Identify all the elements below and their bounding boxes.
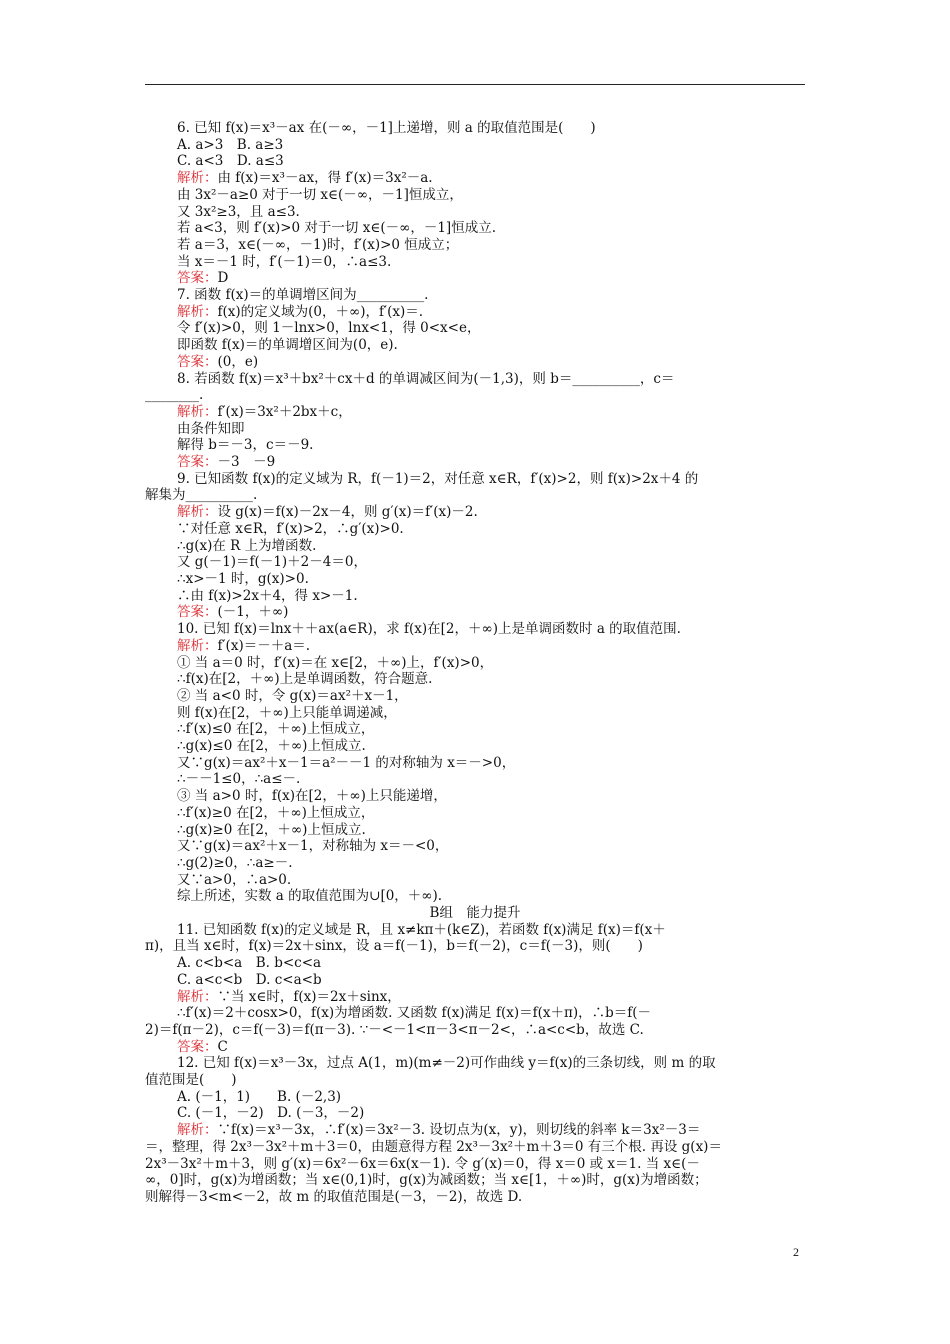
text-line — [145, 487, 805, 504]
text-line — [145, 404, 805, 421]
line-text: f(x)的定义域为(0，＋∞)，f′(x)＝. — [217, 303, 424, 320]
line-text: 解得 b＝－3，c＝－9. — [177, 437, 314, 454]
line-text: ∴g(x)≥0 在[2，＋∞)上恒成立. — [177, 821, 366, 838]
text-line — [145, 204, 805, 221]
text-line — [145, 1189, 805, 1206]
line-text: 又 3x²≥3，且 a≤3. — [177, 203, 300, 220]
page-number: 2 — [793, 1245, 799, 1259]
line-text: 当 x＝－1 时，f′(－1)＝0，∴a≤3. — [177, 253, 392, 270]
text-line — [145, 805, 805, 822]
line-text: D — [217, 270, 229, 287]
line-text: ∴f′(x)＝2＋cosx>0，f(x)为增函数. 又函数 f(x)满足 f(x)＝f(x＋π)，∴b＝f(－ — [177, 1005, 652, 1022]
text-line — [145, 771, 805, 788]
line-text: C. (－1，－2) D. (－3，－2) — [177, 1105, 365, 1122]
text-line — [145, 454, 805, 471]
text-line — [145, 855, 805, 872]
line-text: A. (－1，1) B. (－2,3) — [177, 1088, 342, 1105]
text-line — [145, 387, 805, 404]
text-line — [145, 137, 805, 154]
line-text: ∴x>－1 时，g(x)>0. — [177, 570, 309, 587]
line-text: ② 当 a<0 时，令 g(x)＝ax²＋x－1， — [177, 687, 408, 704]
line-text: ∴－－1≤0，∴a≤－. — [177, 771, 301, 788]
line-text: 2x³－3x²＋m＋3，则 g′(x)＝6x²－6x＝6x(x－1). 令 g′(x)＝0，得 x＝0 或 x＝1. 当 x∈(－ — [145, 1155, 700, 1172]
line-text: 又 g(－1)＝f(－1)＋2－4＝0， — [177, 554, 367, 571]
line-text: C. a<c<b D. c<a<b — [177, 971, 322, 988]
text-line — [145, 721, 805, 738]
line-text: ∴f(x)在[2，＋∞)上是单调函数，符合题意. — [177, 671, 433, 688]
text-line — [145, 354, 805, 371]
line-text: ∴f′(x)≥0 在[2，＋∞)上恒成立， — [177, 804, 375, 821]
text-line — [145, 838, 805, 855]
line-text: 2)＝f(π－2)，c＝f(－3)＝f(π－3). ∵－<－1<π－3<π－2<，∴a<c<b，故选 C. — [145, 1021, 644, 1038]
line-text: B组 能力提升 — [429, 905, 521, 922]
line-text: 即函数 f(x)＝的单调增区间为(0，e). — [177, 337, 398, 354]
answer-label: 答案： — [177, 1038, 218, 1055]
line-text: 令 f′(x)>0，则 1－lnx>0，lnx<1，得 0<x<e， — [177, 320, 481, 337]
line-text: ________. — [145, 387, 204, 404]
text-line — [145, 337, 805, 354]
line-text: 11. 已知函数 f(x)的定义域是 R，且 x≠kπ＋(k∈Z)，若函数 f(x)满足 f(x)＝f(x＋ — [177, 921, 666, 938]
text-line — [145, 187, 805, 204]
header-rule — [145, 84, 805, 85]
text-line — [145, 471, 805, 488]
answer-label: 解析： — [177, 637, 218, 654]
text-line — [145, 755, 805, 772]
answer-label: 解析： — [177, 303, 218, 320]
text-line — [145, 220, 805, 237]
line-text: 由条件知即 — [177, 420, 245, 437]
line-text: 6. 已知 f(x)＝x³－ax 在(－∞，－1]上递增，则 a 的取值范围是( ) — [177, 120, 596, 136]
text-line — [145, 320, 805, 337]
line-text: ∞，0]时，g(x)为增函数；当 x∈(0,1)时，g(x)为减函数；当 x∈[1，＋∞)时，g(x)为增函数； — [145, 1172, 708, 1189]
line-text: ∵对任意 x∈R，f′(x)>2，∴g′(x)>0. — [177, 520, 404, 537]
text-line — [145, 504, 805, 521]
line-text: 若 a＝3，x∈(－∞，－1)时，f′(x)>0 恒成立； — [177, 236, 459, 253]
text-line — [145, 170, 805, 187]
answer-label: 答案： — [177, 454, 218, 471]
line-text: 由 f(x)＝x³－ax，得 f′(x)＝3x²－a. — [217, 170, 433, 187]
text-line — [145, 872, 805, 889]
line-text: (0，e) — [217, 353, 259, 370]
text-line — [145, 638, 805, 655]
line-text: C. a<3 D. a≤3 — [177, 153, 284, 170]
text-line — [145, 955, 805, 972]
line-text: ∵当 x∈时，f(x)＝2x＋sinx， — [217, 988, 401, 1005]
text-line — [145, 822, 805, 839]
text-line — [145, 1039, 805, 1056]
line-text: 又∵a>0，∴a>0. — [177, 871, 292, 888]
text-line — [145, 1055, 805, 1072]
line-text: 则解得－3<m<－2，故 m 的取值范围是(－3，－2)，故选 D. — [145, 1189, 523, 1205]
answer-label: 答案： — [177, 270, 218, 287]
line-text: 设 g(x)＝f(x)－2x－4，则 g′(x)＝f′(x)－2. — [217, 504, 478, 521]
line-text: A. a>3 B. a≥3 — [177, 136, 284, 153]
text-line — [145, 588, 805, 605]
line-text: ① 当 a＝0 时，f′(x)＝在 x∈[2，＋∞)上，f′(x)>0， — [177, 654, 494, 671]
line-text: 又∵g(x)＝ax²＋x－1，对称轴为 x＝－<0， — [177, 838, 449, 855]
text-line — [145, 1139, 805, 1156]
text-line — [145, 304, 805, 321]
text-line — [145, 905, 805, 922]
answer-label: 解析： — [177, 403, 218, 420]
text-line — [145, 237, 805, 254]
text-line — [145, 604, 805, 621]
text-line — [145, 621, 805, 638]
text-line — [145, 421, 805, 438]
text-line — [145, 270, 805, 287]
line-text: A. c<b<a B. b<c<a — [177, 955, 322, 972]
text-line — [145, 521, 805, 538]
text-line — [145, 688, 805, 705]
line-text: f′(x)＝3x²＋2bx＋c， — [217, 403, 352, 420]
line-text: 由 3x²－a≥0 对于一切 x∈(－∞，－1]恒成立， — [177, 186, 463, 203]
text-line — [145, 120, 805, 137]
line-text: ＝，整理，得 2x³－3x²＋m＋3＝0，由题意得方程 2x³－3x²＋m＋3＝0 有三个根. 再设 g(x)＝ — [145, 1138, 722, 1155]
line-text: ③ 当 a>0 时，f(x)在[2，＋∞)上只能递增， — [177, 788, 447, 805]
text-line — [145, 1156, 805, 1173]
line-text: 9. 已知函数 f(x)的定义域为 R，f(－1)＝2，对任意 x∈R，f′(x)>2，则 f(x)>2x＋4 的 — [177, 470, 699, 487]
line-text: (－1，＋∞) — [217, 604, 289, 621]
answer-label: 解析： — [177, 988, 218, 1005]
text-line — [145, 788, 805, 805]
line-text: ∴g(x)≤0 在[2，＋∞)上恒成立. — [177, 738, 366, 755]
text-line — [145, 437, 805, 454]
line-text: 8. 若函数 f(x)＝x³＋bx²＋cx＋d 的单调减区间为(－1,3)，则 b＝__________，c＝ — [177, 370, 675, 387]
line-text: ∴由 f(x)>2x＋4，得 x>－1. — [177, 587, 358, 604]
text-line — [145, 989, 805, 1006]
text-line — [145, 538, 805, 555]
text-line — [145, 571, 805, 588]
text-line — [145, 371, 805, 388]
text-line — [145, 254, 805, 271]
text-line — [145, 671, 805, 688]
text-line — [145, 1172, 805, 1189]
line-text: 7. 函数 f(x)＝的单调增区间为__________. — [177, 287, 429, 304]
document-body — [145, 120, 805, 1206]
answer-label: 答案： — [177, 604, 218, 621]
line-text: ∴f′(x)≤0 在[2，＋∞)上恒成立， — [177, 721, 375, 738]
line-text: 若 a<3，则 f′(x)>0 对于一切 x∈(－∞，－1]恒成立. — [177, 220, 496, 237]
text-line — [145, 922, 805, 939]
line-text: ∵f(x)＝x³－3x，∴f′(x)＝3x²－3. 设切点为(x，y)，则切线的斜率 k＝3x²－3＝ — [217, 1122, 701, 1139]
text-line — [145, 1122, 805, 1139]
line-text: 则 f(x)在[2，＋∞)上只能单调递减， — [177, 704, 397, 721]
text-line — [145, 938, 805, 955]
line-text: 12. 已知 f(x)＝x³－3x，过点 A(1，m)(m≠－2)可作曲线 y＝f(x)的三条切线，则 m 的取 — [177, 1055, 716, 1072]
text-line — [145, 153, 805, 170]
text-line — [145, 554, 805, 571]
text-line — [145, 705, 805, 722]
line-text: 解集为__________. — [145, 487, 258, 504]
line-text: 值范围是( ) — [145, 1072, 237, 1089]
text-line — [145, 287, 805, 304]
line-text: C — [217, 1038, 228, 1055]
line-text: －3 －9 — [217, 454, 276, 471]
text-line — [145, 972, 805, 989]
line-text: 又∵g(x)＝ax²＋x－1＝a²－－1 的对称轴为 x＝－>0， — [177, 754, 516, 771]
text-line — [145, 1105, 805, 1122]
answer-label: 解析： — [177, 504, 218, 521]
text-line — [145, 888, 805, 905]
text-line — [145, 738, 805, 755]
text-line — [145, 1072, 805, 1089]
line-text: π)，且当 x∈时，f(x)＝2x＋sinx，设 a＝f(－1)，b＝f(－2)，c＝f(－3)，则( ) — [145, 938, 643, 955]
text-line — [145, 655, 805, 672]
text-line — [145, 1089, 805, 1106]
answer-label: 答案： — [177, 353, 218, 370]
text-line — [145, 1005, 805, 1022]
text-line — [145, 1022, 805, 1039]
line-text: ∴g(x)在 R 上为增函数. — [177, 537, 317, 554]
line-text: ∴g(2)≥0，∴a≥－. — [177, 854, 293, 871]
line-text: 10. 已知 f(x)＝lnx＋＋ax(a∈R)，求 f(x)在[2，＋∞)上是单调函数时 a 的取值范围. — [177, 621, 681, 638]
line-text: f′(x)＝－＋a＝. — [217, 637, 311, 654]
answer-label: 解析： — [177, 170, 218, 187]
answer-label: 解析： — [177, 1122, 218, 1139]
line-text: 综上所述，实数 a 的取值范围为∪[0，＋∞). — [177, 888, 443, 905]
